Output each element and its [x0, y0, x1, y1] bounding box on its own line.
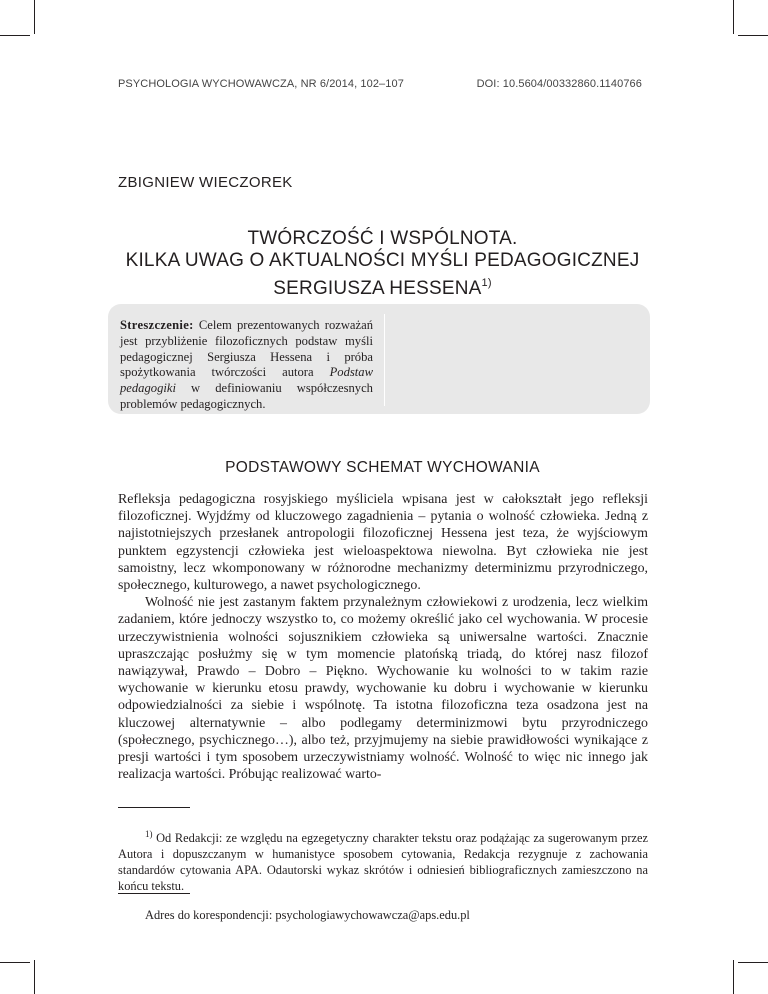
footnote-rule [118, 807, 190, 808]
abstract-box [108, 304, 650, 414]
running-head-doi: DOI: 10.5604/00332860.1140766 [476, 78, 642, 90]
abstract-label: Streszczenie: [120, 318, 194, 332]
body-text [118, 491, 648, 783]
crop-mark [733, 0, 734, 34]
crop-mark [0, 962, 30, 963]
footnote-rule [118, 893, 190, 894]
section-heading: PODSTAWOWY SCHEMAT WYCHOWANIA [225, 459, 540, 476]
article-title [118, 228, 647, 300]
author-name: ZBIGNIEW WIECZOREK [118, 174, 293, 191]
footnote-mark: 1) [145, 829, 153, 839]
abstract-column [120, 318, 373, 413]
footnote: $^{1)}$ Od Redakcji: ze względu na egzegetyczny charakter tekstu oraz podążając za sugerowanym przez Autora i dopuszczanym w humanistyce sposobem cytowania, Redakcja rezygnuje z zachowania standardów cytowania APA. Odautorski wykaz skrótów i odniesień bibliograficznych zamieszczono na końcu tekstu. [118, 829, 648, 894]
abstract-text: Streszczenie: Celem prezentowanych rozważań jest przybliżenie filozoficznych podstaw myśli pedagogicznej Sergiusza Hessena i próba spożytkowania twórczości autora Podstaw pedagogiki w definiowaniu współczesnych problemów pedagogicznych. [120, 318, 373, 411]
book-title: Podstaw pedagogiki [120, 365, 373, 396]
title-line: TWÓRCZOŚĆ I WSPÓLNOTA. [247, 228, 518, 249]
crop-mark [733, 960, 734, 994]
title-line: SERGIUSZA HESSENA$^{1)}$ [273, 277, 492, 299]
title-line: KILKA UWAG O AKTUALNOŚCI MYŚLI PEDAGOGICZNEJ [125, 250, 640, 271]
abstract-divider [384, 314, 385, 406]
crop-mark [34, 0, 35, 34]
paragraph: Refleksja pedagogiczna rosyjskiego myśliciela wpisana jest w całokształt jego refleksji filozoficznej. Wyjdźmy od kluczowego zagadnienia – pytania o wolność człowieka. Jedną z najistotniejszych przesłanek antropologii filozoficznej Hessena jest teza, że wyjściowym punktem egzystencji człowieka jest wieloaspektowa niewolna. Byt człowieka nie jest samoistny, lecz wkomponowany w różnorodne mechanizmy determinizmu przyrodniczego, społecznego, kulturowego, a nawet psychologicznego. [118, 492, 648, 594]
crop-mark [738, 962, 768, 963]
paragraph: Wolność nie jest zastanym faktem przynależnym człowiekowi z urodzenia, lecz wielkim zadaniem, które jednoczy wszystko to, co możemy określić jako cel wychowania. W procesie urzeczywistnienia wolności sojusznikiem człowieka są uniwersalne wartości. Znacznie upraszczając posłużmy się w tym momencie platońską triadą, do której nasz filozof nawiązywał, Prawdo – Dobro – Piękno. Wychowanie ku wolności to w takim razie wychowanie w kierunku etosu prawdy, wychowanie ku dobru i wychowanie w kierunku odpowiedzialności za siebie i wspólnotę. Ta istotna filozoficzna teza osadzona jest na kluczowej alternatywnie – albo podlegamy determinizmowi bytu przyrodniczego (społecznego, psychicznego…), albo też, przyjmujemy na siebie prawidłowości wynikające z presji wartości i tym sposobem urzeczywistniamy wolność. Wolność to więc nic innego jak realizacja wartości. Próbując realizować warto- [118, 595, 648, 783]
correspondence-address: Adres do korespondencji: psychologiawychowawcza@aps.edu.pl [145, 908, 470, 922]
crop-mark [738, 35, 768, 36]
crop-mark [0, 35, 30, 36]
title-footnote-mark: 1) [481, 277, 492, 289]
running-head-journal: PSYCHOLOGIA WYCHOWAWCZA, NR 6/2014, 102–107 [118, 78, 404, 90]
crop-mark [34, 960, 35, 994]
